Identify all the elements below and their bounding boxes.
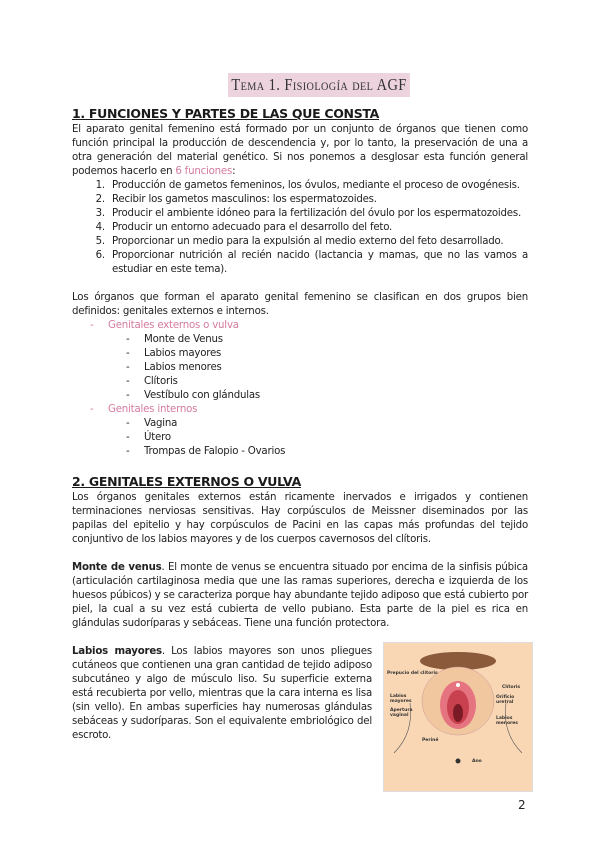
labios-term: Labios mayores (72, 646, 162, 657)
page-title: Tema 1. Fisiología del AGF (228, 73, 410, 97)
monte-text: . El monte de venus se encuentra situado por encima de la sinfisis púbica (articulación cartilaginosa media que une las ramas superiores, derecha e izquierda de los huesos púbicos) y se caracteriza porque hay abundante tejido adiposo que está cubierto por piel, la cual a su vez está cubierta de vello pubiano. Esta parte de la piel es rica en glándulas sudoríparas y sebáceas. Tiene una función protectora. (72, 562, 528, 629)
section-2-intro: Los órganos genitales externos están ricamente inervados e irrigados y contienen terminaciones nerviosas sensitivas. Hay corpúsculos de Meissner diseminados por las papilas del epitelio y hay corpúsculos de Pacini en las capas más profundas del tejido conjuntivo de los labios mayores y de los cuerpos cavernosos del clítoris. (72, 492, 528, 545)
organ-item: - Clítoris (126, 375, 528, 389)
vulva-diagram (383, 642, 533, 792)
function-item: 6. Proporcionar nutrición al recién nacido (lactancia y mamas, que no las vamos a estudiar en este tema). (108, 249, 528, 277)
function-item: 1. Producción de gametos femeninos, los óvulos, mediante el proceso de ovogénesis. (108, 179, 528, 193)
label-orificio-uretral: Orificio uretral (496, 695, 515, 705)
label-perine: Periné (422, 738, 439, 743)
groups-intro: Los órganos que forman el aparato genital femenino se clasifican en dos grupos bien definidos: genitales externos e internos. (72, 292, 528, 317)
organ-item: - Labios mayores (126, 347, 528, 361)
organ-item: - Útero (126, 431, 528, 445)
organ-item: - Labios menores (126, 361, 528, 375)
monte-term: Monte de venus (72, 562, 162, 573)
section-1-body (72, 123, 528, 459)
function-item: 2. Recibir los gametos masculinos: los espermatozoides. (108, 193, 528, 207)
intro-text: El aparato genital femenino está formado por un conjunto de órganos que tienen como función principal la producción de descendencia y, por lo tanto, la preservación de una a otra generación del material genético. Si nos ponemos a desglosar esta función general podemos hacerlo en (72, 124, 528, 177)
label-clitoris: Clítoris (502, 685, 521, 690)
group-label: Genitales externos o vulva (108, 320, 239, 331)
organ-item: - Trompas de Falopio - Ovarios (126, 445, 528, 459)
label-labios-mayores: Labios mayores (390, 694, 412, 704)
label-labios-menores: Labios menores (496, 716, 518, 726)
label-prepucio: Prepucio del clítoris (387, 671, 438, 676)
intro-end: : (232, 166, 236, 177)
labios-mayores-paragraph (72, 645, 372, 743)
group-external (90, 319, 528, 333)
function-item: 4. Producir un entorno adecuado para el desarrollo del feto. (108, 221, 528, 235)
external-organs-list (72, 333, 528, 403)
intro-paragraph (72, 123, 528, 179)
monte-venus-paragraph (72, 561, 528, 631)
functions-highlight: 6 funciones (175, 166, 233, 177)
internal-organs-list (72, 417, 528, 459)
group-label: Genitales internos (108, 404, 198, 415)
group-internal (90, 403, 528, 417)
section-1-heading: 1. FUNCIONES Y PARTES DE LAS QUE CONSTA (72, 106, 380, 121)
groups-list (72, 319, 528, 333)
labios-text: . Los labios mayores son unos pliegues cutáneos que contienen una gran cantidad de tejido adiposo subcutáneo y algo de músculo liso. Su superficie externa está recubierta por vello, mientras que la cara interna es lisa (sin vello). En ambas superficies hay numerosas glándulas sebáceas y sudoríparas. Son el equivalente embriológico del escroto. (72, 646, 372, 741)
organ-item: - Monte de Venus (126, 333, 528, 347)
section-2-heading: 2. GENITALES EXTERNOS O VULVA (72, 474, 301, 489)
organ-item: - Vagina (126, 417, 528, 431)
function-item: 3. Producir el ambiente idóneo para la fertilización del óvulo por los espermatozoides. (108, 207, 528, 221)
label-ano: Ano (472, 759, 482, 764)
function-item: 5. Proporcionar un medio para la expulsión al medio externo del feto desarrollado. (108, 235, 528, 249)
organ-item: - Vestíbulo con glándulas (126, 389, 528, 403)
functions-list (72, 179, 528, 277)
groups-list-2 (72, 403, 528, 417)
page-number: 2 (518, 798, 526, 812)
label-apertura-vaginal: Apertura vaginal (390, 708, 413, 718)
